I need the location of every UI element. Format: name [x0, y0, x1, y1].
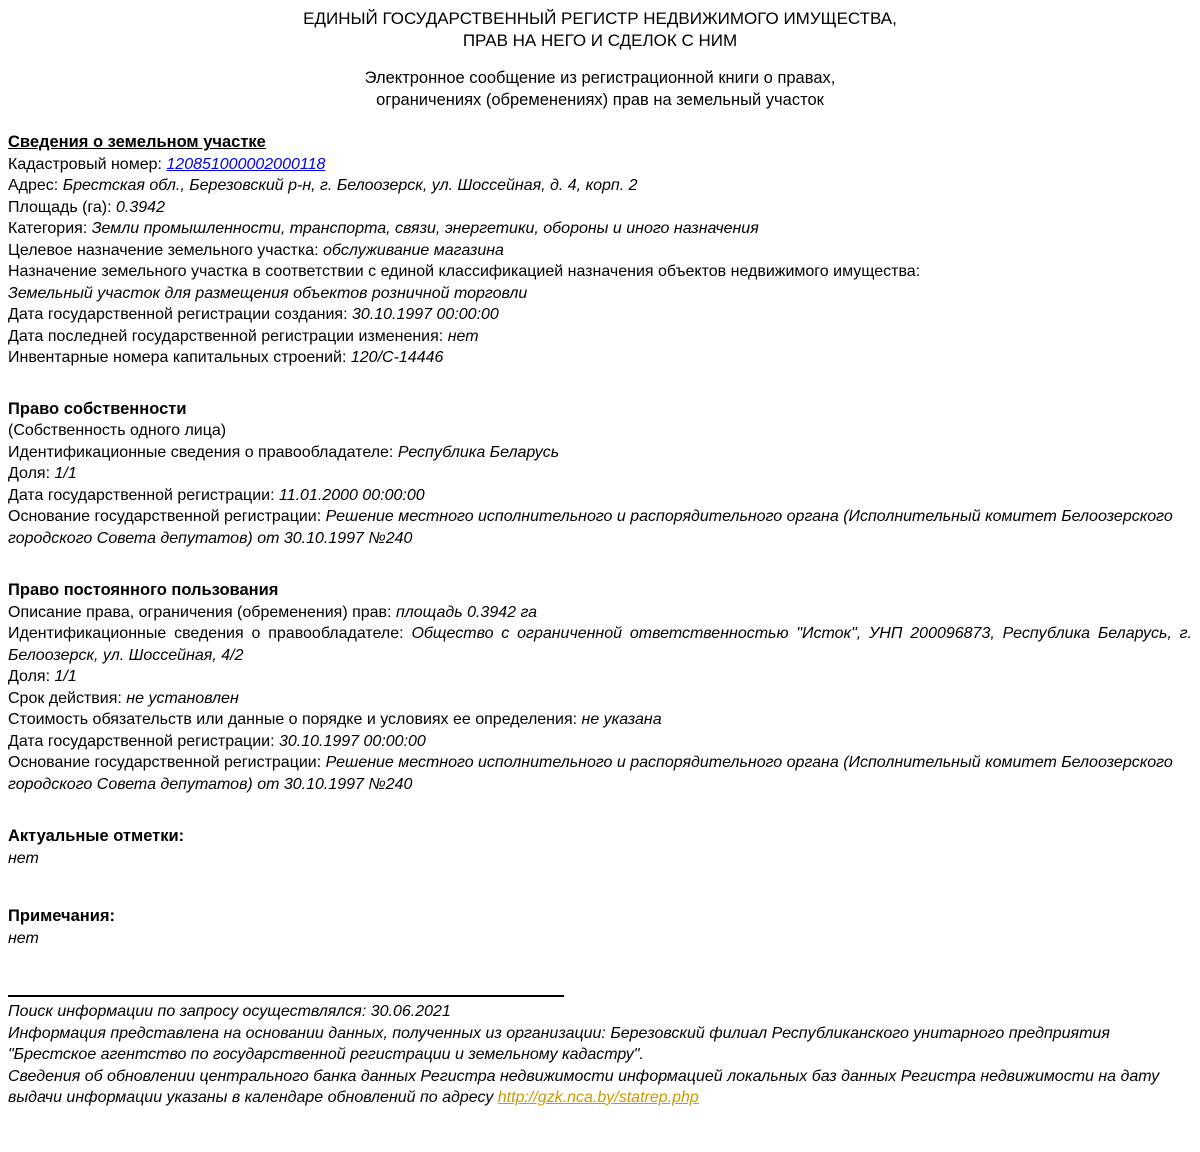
permanent-use-reg-date-value: 30.10.1997 00:00:00 [279, 732, 426, 750]
permanent-use-section-heading: Право постоянного пользования [8, 581, 279, 599]
field-category [8, 218, 1192, 240]
field-permanent-use-description [8, 602, 1192, 624]
document-subtitle [8, 68, 1192, 111]
field-ownership-basis [8, 506, 1192, 549]
ownership-basis-label: Основание государственной регистрации: [8, 508, 322, 525]
footer-search-line [8, 1001, 1192, 1023]
registration-created-label: Дата государственной регистрации создания: [8, 306, 348, 323]
registry-title-line2: ПРАВ НА НЕГО И СДЕЛОК С НИМ [462, 31, 738, 50]
field-permanent-use-basis [8, 752, 1192, 795]
section-notes [8, 906, 1192, 949]
registration-modified-label: Дата последней государственной регистрации изменения: [8, 327, 444, 345]
inventory-numbers-label: Инвентарные номера капитальных строений: [8, 349, 347, 366]
field-registration-modified [8, 326, 1192, 348]
footer-update-text: Сведения об обновлении центрального банка данных Регистра недвижимости информацией локальных баз данных Регистра недвижимости на дату выдачи информации указаны в календаре обновлений по адресу [8, 1067, 1160, 1106]
document-footer [8, 995, 1192, 1109]
permanent-use-cost-value: не указана [581, 711, 662, 728]
field-permanent-use-cost [8, 709, 1192, 731]
field-area [8, 197, 1192, 219]
section-ownership-right [8, 399, 1192, 550]
field-cadastral-number [8, 154, 1192, 176]
permanent-use-holder-label: Идентификационные сведения о правообладателе: [8, 625, 404, 642]
footer-source-text: Информация представлена на основании данных, полученных из организации: Березовский филиал Республиканского унитарного предприятия "Брестское агентство по государственной регистрации и земельному кадастру". [8, 1024, 1110, 1063]
section-permanent-use-right [8, 580, 1192, 795]
document-subtitle-line2: ограничениях (обременениях) прав на земельный участок [376, 90, 824, 109]
notes-heading: Примечания: [8, 907, 116, 925]
permanent-use-term-value: не установлен [126, 689, 239, 707]
ownership-reg-date-value: 11.01.2000 00:00:00 [279, 486, 425, 504]
registration-created-value: 30.10.1997 00:00:00 [352, 306, 499, 323]
permanent-use-description-label: Описание права, ограничения (обременения) прав: [8, 603, 392, 621]
permanent-use-share-value: 1/1 [54, 668, 77, 685]
field-inventory-numbers [8, 347, 1192, 369]
permanent-use-reg-date-label: Дата государственной регистрации: [8, 732, 275, 750]
field-permanent-use-share [8, 666, 1192, 688]
field-classification-value: Земельный участок для размещения объектов розничной торговли [8, 284, 528, 302]
cadastral-number-label: Кадастровый номер: [8, 155, 162, 173]
registry-title [8, 8, 1192, 52]
field-permanent-use-term [8, 688, 1192, 710]
area-label: Площадь (га): [8, 198, 112, 216]
footer-search-label: Поиск информации по запросу осуществлялся: [8, 1003, 367, 1020]
permanent-use-share-label: Доля: [8, 668, 51, 685]
ownership-subheading: (Собственность одного лица) [8, 422, 227, 439]
category-value: Земли промышленности, транспорта, связи, энергетики, обороны и иного назначения [91, 220, 759, 237]
inventory-numbers-value: 120/С-14446 [350, 349, 444, 366]
field-address [8, 175, 1192, 197]
ownership-reg-date-label: Дата государственной регистрации: [8, 486, 275, 504]
document-header [8, 8, 1192, 111]
footer-update-line [8, 1066, 1192, 1109]
address-value: Брестская обл., Березовский р-н, г. Белоозерск, ул. Шоссейная, д. 4, корп. 2 [62, 177, 638, 194]
ownership-holder-label: Идентификационные сведения о правообладателе: [8, 443, 394, 461]
document-subtitle-line1: Электронное сообщение из регистрационной книги о правах, [364, 69, 836, 87]
field-ownership-holder [8, 442, 1192, 464]
ownership-holder-value: Республика Беларусь [397, 443, 560, 461]
section-parcel-info [8, 132, 1192, 369]
footer-divider [8, 995, 564, 997]
parcel-section-heading: Сведения о земельном участке [8, 133, 266, 151]
current-marks-value: нет [8, 849, 39, 867]
category-label: Категория: [8, 220, 88, 237]
permanent-use-basis-label: Основание государственной регистрации: [8, 754, 322, 771]
permanent-use-basis-value: Решение местного исполнительного и распорядительного органа (Исполнительный комитет Белоозерского городского Совета депутатов) от 30.10.1997 №240 [8, 754, 1173, 793]
field-classification-label: Назначение земельного участка в соответствии с единой классификацией назначения объектов недвижимого имущества: [8, 263, 921, 280]
field-ownership-share [8, 463, 1192, 485]
ownership-share-value: 1/1 [54, 465, 77, 482]
field-ownership-reg-date [8, 485, 1192, 507]
section-current-marks [8, 826, 1192, 869]
field-registration-created [8, 304, 1192, 326]
field-permanent-use-reg-date [8, 731, 1192, 753]
current-marks-heading: Актуальные отметки: [8, 827, 185, 845]
address-label: Адрес: [8, 177, 59, 194]
permanent-use-term-label: Срок действия: [8, 689, 122, 707]
ownership-basis-value: Решение местного исполнительного и распорядительного органа (Исполнительный комитет Белоозерского городского Совета депутатов) от 30.10.1997 №240 [8, 508, 1173, 547]
footer-update-link[interactable]: http://gzk.nca.by/statrep.php [497, 1089, 699, 1106]
field-permanent-use-holder [8, 623, 1192, 666]
document [8, 8, 1192, 1109]
area-value: 0.3942 [116, 198, 165, 216]
registry-title-line1: ЕДИНЫЙ ГОСУДАРСТВЕННЫЙ РЕГИСТР НЕДВИЖИМОГО ИМУЩЕСТВА, [303, 9, 897, 28]
permanent-use-cost-label: Стоимость обязательств или данные о порядке и условиях ее определения: [8, 711, 578, 728]
cadastral-number-link[interactable]: 120851000002000118 [166, 155, 326, 173]
notes-value: нет [8, 929, 39, 947]
registration-modified-value: нет [447, 327, 479, 345]
permanent-use-description-value: площадь 0.3942 га [395, 603, 538, 621]
ownership-section-heading: Право собственности [8, 399, 187, 418]
permanent-use-holder-value: Общество с ограниченной ответственностью "Исток", УНП 200096873, Республика Беларусь, г. Белоозерск, ул. Шоссейная, 4/2 [8, 625, 1193, 664]
ownership-share-label: Доля: [8, 465, 51, 482]
footer-search-date: 30.06.2021 [370, 1003, 451, 1020]
purpose-value: обслуживание магазина [323, 241, 504, 259]
purpose-label: Целевое назначение земельного участка: [8, 241, 319, 259]
field-purpose [8, 240, 1192, 262]
